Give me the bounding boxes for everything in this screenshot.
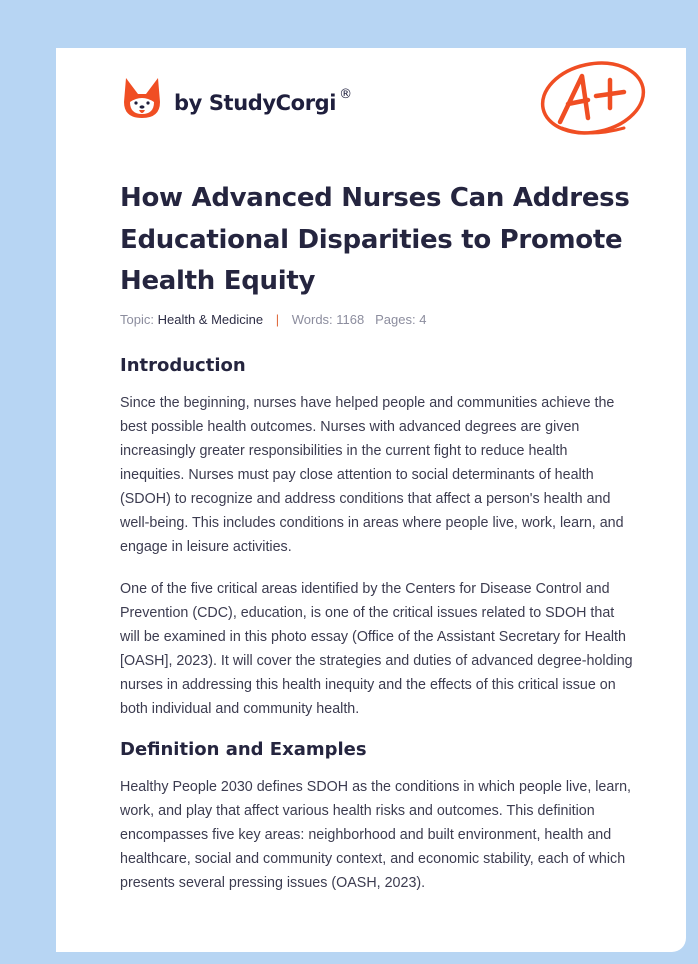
document-card: [56, 48, 686, 952]
topic-label: Topic:: [120, 312, 154, 327]
article-meta: [120, 312, 426, 327]
registered-mark: ®: [339, 87, 352, 102]
section-heading-definition: Definition and Examples: [120, 739, 367, 760]
paragraph: One of the five critical areas identified by the Centers for Disease Control and Prevention (CDC), education, is one of the critical issues related to SDOH that will be examined in this photo essay (Office of the Assistant Secretary for Health [OASH], 2023). It will cover the strategies and duties of advanced degree-holding nurses in addressing this health inequity and the effects of this critical issue on both individual and community health.: [120, 581, 633, 717]
article-title: How Advanced Nurses Can Address Educational Disparities to Promote Health Equity: [120, 183, 630, 296]
studycorgi-logo[interactable]: [122, 76, 352, 120]
paragraph: Since the beginning, nurses have helped people and communities achieve the best possible health outcomes. Nurses with advanced degrees are given increasingly greater responsibilities in the current fight to reduce health inequities. Nurses must pay close attention to social determinants of health (SDOH) to recognize and address conditions that affect a person's health and well-being. This includes conditions in areas where people live, work, learn, and engage in leisure activities.: [120, 395, 624, 555]
words-count: 1168: [336, 312, 365, 327]
words-label: Words:: [291, 312, 333, 327]
paragraph: Healthy People 2030 defines SDOH as the conditions in which people live, learn, work, and play that affect various health risks and outcomes. This definition encompasses five key areas: neighborhood and built environment, health and healthcare, social and community context, and economic stability, each of which presents several pressing issues (OASH, 2023).: [120, 779, 632, 891]
topic-link[interactable]: Health & Medicine: [157, 312, 264, 327]
brand-name: by StudyCorgi: [174, 91, 337, 115]
pages-count: 4: [419, 312, 427, 327]
a-plus-grade-icon: [538, 58, 650, 142]
section-heading-introduction: Introduction: [120, 355, 246, 376]
pages-label: Pages:: [375, 312, 416, 327]
corgi-icon: [122, 76, 162, 120]
meta-separator: |: [275, 312, 280, 327]
